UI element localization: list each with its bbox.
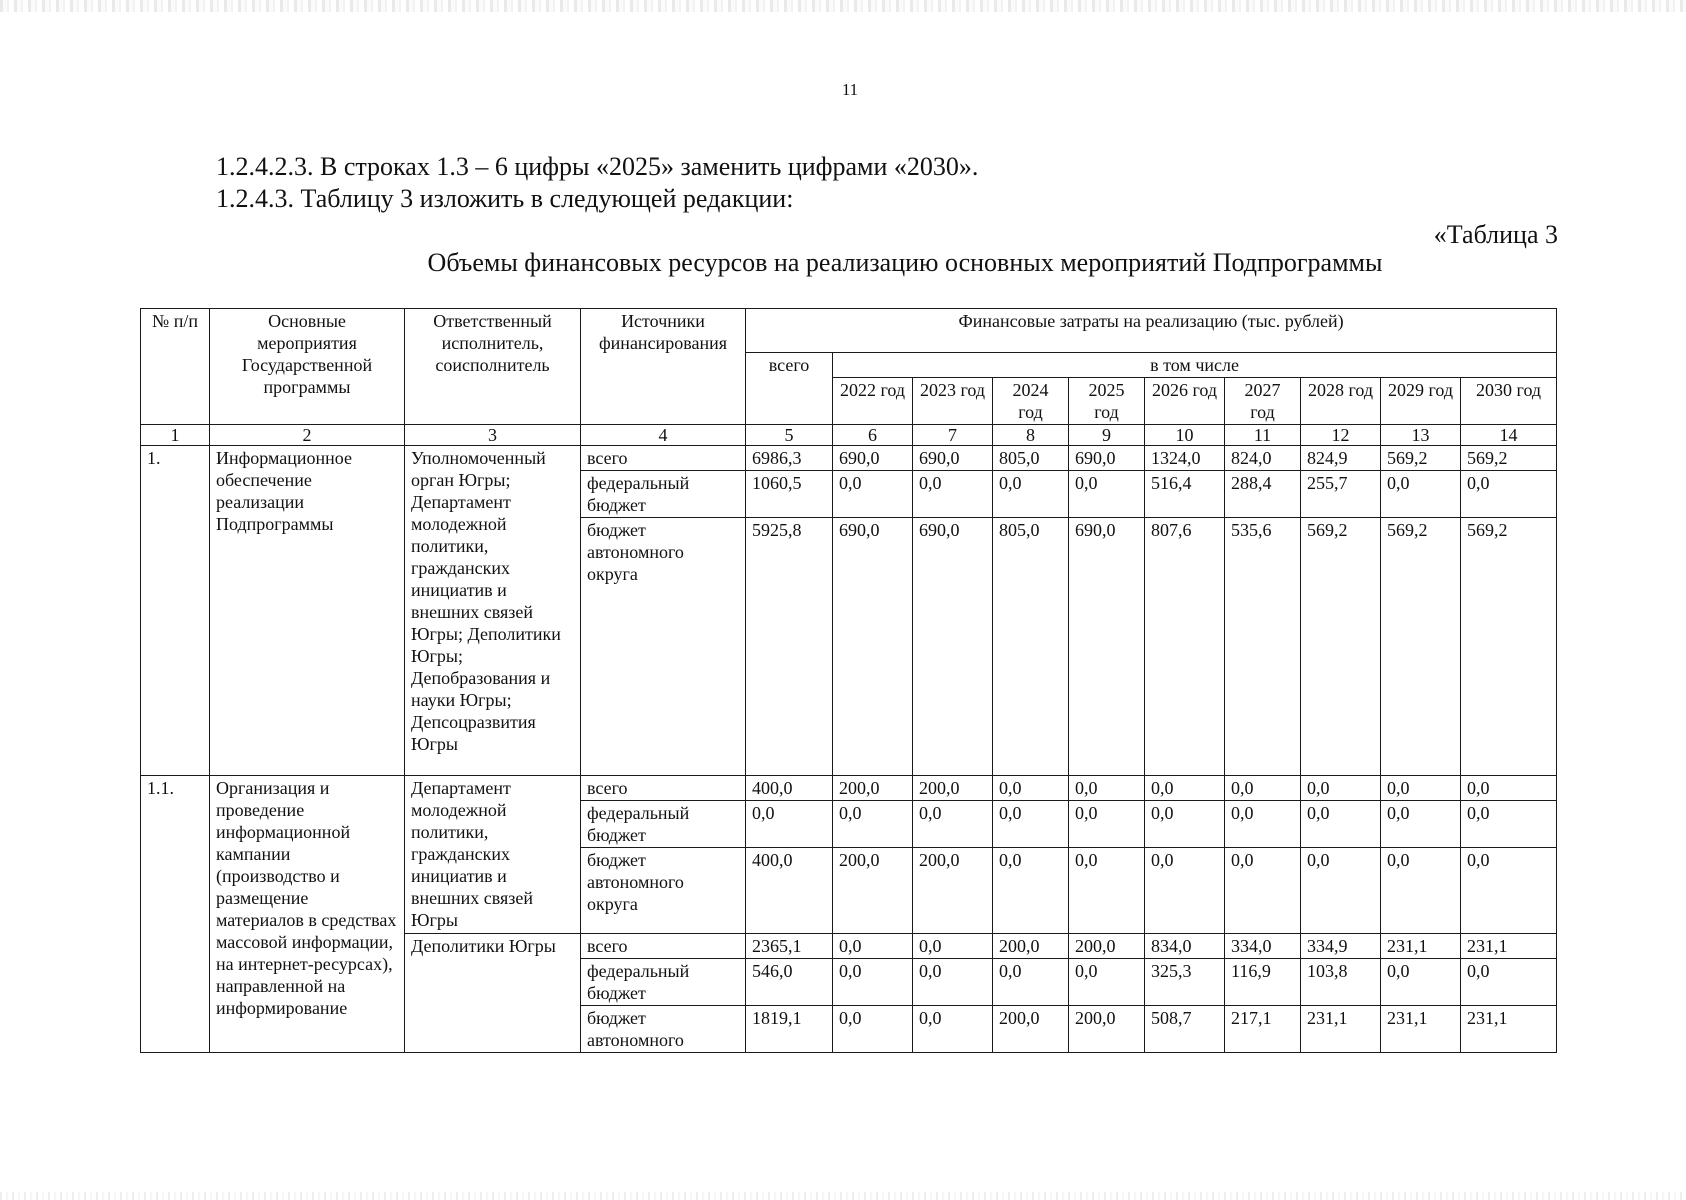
value-year: 0,0 <box>1381 776 1461 801</box>
column-number: 3 <box>405 425 581 446</box>
value-year: 0,0 <box>1145 776 1225 801</box>
paragraph-1: 1.2.4.2.3. В строках 1.3 – 6 цифры «2025» заменить цифрами «2030». <box>216 152 979 181</box>
header-year: 2025 год <box>1069 378 1145 425</box>
value-year: 0,0 <box>1069 801 1145 848</box>
value-year: 103,8 <box>1301 959 1381 1006</box>
value-year: 217,1 <box>1225 1006 1301 1053</box>
scan-edge-top <box>0 0 1686 12</box>
value-year: 0,0 <box>913 1006 993 1053</box>
column-number: 12 <box>1301 425 1381 446</box>
column-number: 5 <box>746 425 833 446</box>
value-year: 824,9 <box>1301 446 1381 471</box>
value-year: 200,0 <box>913 848 993 934</box>
value-total: 6986,3 <box>746 446 833 471</box>
funding-source: бюджет автономного округа <box>581 518 746 776</box>
funding-source: всего <box>581 776 746 801</box>
value-year: 569,2 <box>1461 446 1557 471</box>
executor-name: Уполномоченный орган Югры; Департамент молодежной политики, гражданских инициатив и внешних связей Югры; Деполитики Югры; Депобразования и науки Югры; Депсоцразвития Югры <box>405 446 581 776</box>
value-year: 0,0 <box>1069 776 1145 801</box>
header-year: 2028 год <box>1301 378 1381 425</box>
value-year: 0,0 <box>913 959 993 1006</box>
activity-name: Информационное обеспечение реализации Подпрограммы <box>210 446 405 776</box>
funding-source: федеральный бюджет <box>581 959 746 1006</box>
value-year: 0,0 <box>833 959 913 1006</box>
value-year: 690,0 <box>913 446 993 471</box>
header-year: 2030 год <box>1461 378 1557 425</box>
page-number: 11 <box>841 80 859 99</box>
funding-source: бюджет автономного <box>581 1006 746 1053</box>
header-row-1 <box>141 309 1557 353</box>
value-year: 508,7 <box>1145 1006 1225 1053</box>
column-number: 10 <box>1145 425 1225 446</box>
value-year: 200,0 <box>833 776 913 801</box>
column-number: 9 <box>1069 425 1145 446</box>
value-year: 834,0 <box>1145 934 1225 959</box>
value-year: 231,1 <box>1301 1006 1381 1053</box>
value-year: 0,0 <box>1145 848 1225 934</box>
paragraph-2: 1.2.4.3. Таблицу 3 изложить в следующей редакции: <box>216 184 794 213</box>
header-year: 2029 год <box>1381 378 1461 425</box>
value-year: 0,0 <box>1301 848 1381 934</box>
value-total: 0,0 <box>746 801 833 848</box>
column-number: 7 <box>913 425 993 446</box>
column-number: 14 <box>1461 425 1557 446</box>
executor-name: Деполитики Югры <box>405 934 581 1053</box>
value-year: 690,0 <box>1069 518 1145 776</box>
table-row <box>141 776 1557 801</box>
value-year: 0,0 <box>993 848 1069 934</box>
header-num: № п/п <box>141 309 210 425</box>
value-year: 1324,0 <box>1145 446 1225 471</box>
value-year: 0,0 <box>1225 776 1301 801</box>
value-total: 5925,8 <box>746 518 833 776</box>
value-year: 569,2 <box>1301 518 1381 776</box>
value-year: 0,0 <box>833 1006 913 1053</box>
value-year: 231,1 <box>1461 934 1557 959</box>
value-year: 535,6 <box>1225 518 1301 776</box>
value-year: 231,1 <box>1381 1006 1461 1053</box>
value-year: 0,0 <box>1381 801 1461 848</box>
header-sources: Источники финансирования <box>581 309 746 425</box>
value-total: 1819,1 <box>746 1006 833 1053</box>
value-year: 824,0 <box>1225 446 1301 471</box>
value-year: 807,6 <box>1145 518 1225 776</box>
value-year: 0,0 <box>1381 471 1461 518</box>
column-number: 11 <box>1225 425 1301 446</box>
value-year: 0,0 <box>1069 471 1145 518</box>
value-year: 200,0 <box>913 776 993 801</box>
value-year: 0,0 <box>1461 471 1557 518</box>
column-number: 8 <box>993 425 1069 446</box>
funding-source: бюджет автономного округа <box>581 848 746 934</box>
row-number: 1.1. <box>141 776 210 1053</box>
value-total: 546,0 <box>746 959 833 1006</box>
value-year: 690,0 <box>913 518 993 776</box>
value-year: 0,0 <box>1225 848 1301 934</box>
value-year: 231,1 <box>1381 934 1461 959</box>
column-number-row <box>141 425 1557 446</box>
value-year: 569,2 <box>1381 446 1461 471</box>
value-total: 400,0 <box>746 776 833 801</box>
value-year: 0,0 <box>1381 848 1461 934</box>
column-number: 1 <box>141 425 210 446</box>
value-year: 0,0 <box>913 471 993 518</box>
value-total: 400,0 <box>746 848 833 934</box>
value-year: 0,0 <box>913 934 993 959</box>
header-year: 2023 год <box>913 378 993 425</box>
activity-name: Организация и проведение информационной кампании (производство и размещение материалов в средствах массовой информации, на интернет-ресурсах), направленной на информирование <box>210 776 405 1053</box>
table-caption: «Таблица 3 <box>1433 220 1558 249</box>
value-year: 805,0 <box>993 518 1069 776</box>
funding-source: всего <box>581 446 746 471</box>
header-total: всего <box>746 353 833 425</box>
header-costs: Финансовые затраты на реализацию (тыс. рублей) <box>746 309 1557 353</box>
value-year: 200,0 <box>1069 934 1145 959</box>
value-year: 0,0 <box>833 471 913 518</box>
value-year: 0,0 <box>1381 959 1461 1006</box>
header-year: 2022 год <box>833 378 913 425</box>
table-title: Объемы финансовых ресурсов на реализацию основных мероприятий Подпрограммы <box>427 248 1383 277</box>
column-number: 2 <box>210 425 405 446</box>
header-year: 2024 год <box>993 378 1069 425</box>
value-year: 200,0 <box>833 848 913 934</box>
value-total: 1060,5 <box>746 471 833 518</box>
row-number: 1. <box>141 446 210 776</box>
value-year: 200,0 <box>993 934 1069 959</box>
value-year: 288,4 <box>1225 471 1301 518</box>
value-year: 255,7 <box>1301 471 1381 518</box>
value-year: 0,0 <box>833 934 913 959</box>
value-year: 0,0 <box>993 801 1069 848</box>
value-year: 0,0 <box>993 471 1069 518</box>
value-year: 0,0 <box>833 801 913 848</box>
value-year: 334,0 <box>1225 934 1301 959</box>
value-year: 569,2 <box>1461 518 1557 776</box>
value-year: 116,9 <box>1225 959 1301 1006</box>
value-year: 0,0 <box>1461 776 1557 801</box>
header-year: 2026 год <box>1145 378 1225 425</box>
header-activities: Основные мероприятия Государственной программы <box>210 309 405 425</box>
value-year: 0,0 <box>913 801 993 848</box>
value-year: 231,1 <box>1461 1006 1557 1053</box>
value-year: 0,0 <box>1461 959 1557 1006</box>
value-year: 516,4 <box>1145 471 1225 518</box>
value-total: 2365,1 <box>746 934 833 959</box>
value-year: 690,0 <box>833 518 913 776</box>
value-year: 0,0 <box>1069 848 1145 934</box>
value-year: 690,0 <box>833 446 913 471</box>
value-year: 200,0 <box>1069 1006 1145 1053</box>
value-year: 0,0 <box>1301 801 1381 848</box>
header-including: в том числе <box>833 353 1557 378</box>
value-year: 0,0 <box>1225 801 1301 848</box>
value-year: 569,2 <box>1381 518 1461 776</box>
table-row <box>141 446 1557 471</box>
value-year: 0,0 <box>993 776 1069 801</box>
value-year: 0,0 <box>1069 959 1145 1006</box>
executor-name: Департамент молодежной политики, гражданских инициатив и внешних связей Югры <box>405 776 581 934</box>
column-number: 4 <box>581 425 746 446</box>
value-year: 690,0 <box>1069 446 1145 471</box>
value-year: 334,9 <box>1301 934 1381 959</box>
column-number: 6 <box>833 425 913 446</box>
scan-edge-bottom <box>0 1192 1686 1200</box>
value-year: 0,0 <box>1301 776 1381 801</box>
header-executor: Ответственный исполнитель, соисполнитель <box>405 309 581 425</box>
value-year: 0,0 <box>1145 801 1225 848</box>
column-number: 13 <box>1381 425 1461 446</box>
funding-source: федеральный бюджет <box>581 471 746 518</box>
header-year: 2027 год <box>1225 378 1301 425</box>
value-year: 325,3 <box>1145 959 1225 1006</box>
funding-source: федеральный бюджет <box>581 801 746 848</box>
value-year: 805,0 <box>993 446 1069 471</box>
value-year: 0,0 <box>993 959 1069 1006</box>
value-year: 200,0 <box>993 1006 1069 1053</box>
funding-source: всего <box>581 934 746 959</box>
finance-table <box>140 308 1557 1053</box>
value-year: 0,0 <box>1461 801 1557 848</box>
value-year: 0,0 <box>1461 848 1557 934</box>
